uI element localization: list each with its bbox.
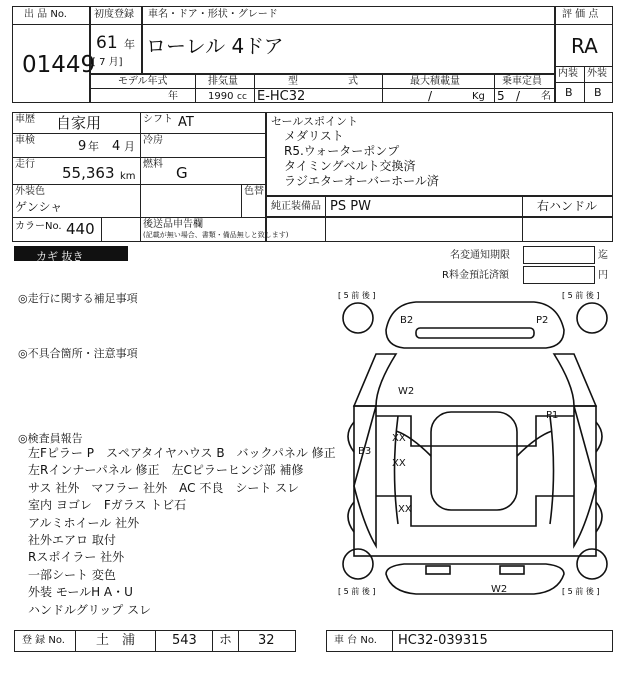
inspector-report	[28, 446, 336, 621]
damage-mark: P2	[536, 315, 549, 326]
front-grille	[416, 328, 534, 338]
overall-grade: RA	[571, 34, 598, 58]
arch-fr	[596, 422, 602, 452]
recycle-fee-unit: 円	[598, 270, 608, 281]
sales-point: ラジエターオーバーホール済	[284, 174, 439, 188]
steering-side: 右ハンドル	[537, 199, 598, 213]
report-line: サス 社外 マフラー 社外 AC 不良 シート スレ	[28, 480, 300, 495]
rear-bumper	[386, 564, 564, 594]
car-damage-diagram	[336, 286, 614, 606]
model-label-2: 式	[348, 76, 358, 87]
model-year-label: モデル年式	[118, 76, 168, 87]
reg-area: 土 浦	[96, 633, 136, 648]
right-side-outline	[554, 354, 596, 546]
mileage-label: 走行	[15, 159, 35, 170]
name-change-field	[523, 246, 595, 264]
body-color: ゲンシャ	[15, 200, 63, 214]
damage-mark: B2	[400, 315, 414, 326]
reg-kana: ホ	[219, 633, 233, 648]
shift-label: シフト	[143, 114, 173, 125]
exterior-grade: B	[594, 86, 602, 99]
cabin-roof	[431, 412, 517, 510]
capacity-label: 最大積載量	[410, 76, 460, 87]
displacement-unit: cc	[237, 92, 247, 102]
chassis-number: HC32-039315	[398, 633, 488, 648]
report-line: 左Rインナーパネル 修正 左Cピラーヒンジ部 補修	[28, 463, 304, 478]
lot-number: 01449	[22, 52, 96, 78]
mileage: 55,363	[62, 164, 115, 182]
report-line: 一部シート 変色	[28, 567, 116, 582]
shift: AT	[178, 115, 194, 130]
mileage-unit: km	[120, 171, 136, 182]
model-year-unit: 年	[168, 91, 178, 102]
docs-note: (記載が無い場合、書類・備品無しと致します)	[143, 231, 289, 239]
fuel: G	[176, 164, 188, 182]
rear-plate-left	[426, 566, 450, 574]
drive-notes-label: ◎走行に関する補足事項	[18, 292, 138, 305]
inspection-year: 9	[78, 139, 87, 154]
seats-slash: /	[516, 89, 521, 103]
fuel-label: 燃料	[143, 159, 163, 170]
rear-plate-right	[500, 566, 524, 574]
ac-label: 冷房	[143, 135, 163, 146]
arch-rl	[348, 502, 354, 532]
body-frame	[354, 406, 596, 556]
color-no: 440	[66, 220, 95, 238]
damage-mark: P1	[546, 410, 559, 421]
inspection-month: 4	[112, 139, 121, 154]
car-name: ローレル 4ドア	[146, 34, 284, 58]
interior-grade-label: 内装	[558, 68, 578, 79]
report-line: 社外エアロ 取付	[28, 532, 116, 547]
seats: 5	[497, 89, 505, 103]
recycle-fee-field	[523, 266, 595, 284]
registration-label: 初度登録	[94, 9, 134, 20]
tire-label-rear-right: [ 5 前 後 ]	[562, 587, 600, 596]
equipment-label: 純正装備品	[271, 201, 321, 212]
report-line: ハンドルグリップ スレ	[28, 602, 152, 617]
report-line: 室内 ヨゴレ Fガラス トビ石	[28, 498, 187, 513]
report-line: 左Fピラー P スペアタイヤハウス B バックパネル 修正	[28, 446, 336, 460]
capacity-slash: /	[428, 89, 433, 103]
capacity-unit: Kg	[472, 91, 485, 102]
lot-label: 出 品 No.	[24, 9, 67, 20]
docs-label: 後送品申告欄	[143, 219, 203, 230]
reg-class: 543	[172, 633, 197, 648]
sales-point: R5.ウォーターポンプ	[284, 144, 400, 158]
name-change-unit: 迄	[598, 250, 608, 261]
damage-mark: B3	[358, 446, 372, 457]
damage-mark: XX	[392, 433, 406, 444]
displacement-label: 排気量	[208, 76, 238, 87]
interior-grade: B	[565, 86, 573, 99]
chassis-label: 車 台 No.	[334, 635, 377, 646]
equipment-value: PS PW	[330, 199, 371, 214]
sales-points-label: セールスポイント	[271, 115, 359, 128]
usage: 自家用	[56, 114, 102, 132]
tire-rear-left	[343, 549, 373, 579]
arch-rr	[596, 502, 602, 532]
damage-mark: XX	[392, 458, 406, 469]
model-code: E-HC32	[257, 89, 306, 104]
registration-month: [ 7 月]	[92, 57, 123, 68]
damage-mark: W2	[398, 386, 415, 397]
defects-label: ◎不具合箇所・注意事項	[18, 347, 138, 360]
tire-rear-right	[577, 549, 607, 579]
sales-point: メダリスト	[284, 129, 344, 143]
usage-label: 車歴	[15, 114, 35, 125]
displacement: 1990	[208, 91, 234, 102]
damage-mark: XX	[398, 504, 412, 515]
report-line: Rスポイラー 社外	[28, 550, 125, 565]
tire-front-left	[343, 303, 373, 333]
tire-label-rear-left: [ 5 前 後 ]	[338, 587, 376, 596]
color-label: 外装色	[15, 186, 45, 197]
tire-label-front-left: [ 5 前 後 ]	[338, 291, 376, 300]
sales-point: タイミングベルト交換済	[284, 159, 416, 173]
car-name-label: 車名・ドア・形状・グレード	[148, 9, 278, 20]
equipment-blank-row	[266, 217, 613, 242]
exterior-grade-label: 外装	[587, 68, 607, 79]
reg-label: 登 録 No.	[22, 635, 65, 646]
seats-label: 乗車定員	[502, 76, 542, 87]
key-removed-badge: カギ 抜き	[14, 246, 128, 261]
seats-unit: 名	[541, 91, 551, 102]
tire-label-front-right: [ 5 前 後 ]	[562, 291, 600, 300]
tire-front-right	[577, 303, 607, 333]
registration-year-unit: 年	[124, 38, 135, 51]
reg-number: 32	[258, 633, 275, 648]
mirror-lines	[396, 431, 552, 456]
repaint-label: 色替	[244, 186, 264, 197]
color-no-label: カラーNo.	[15, 221, 62, 232]
damage-mark: W2	[491, 584, 508, 595]
inspection-label: 車検	[15, 135, 35, 146]
arch-fl	[348, 422, 354, 452]
grade-label: 評 価 点	[562, 9, 599, 20]
report-line: アルミホイール 社外	[28, 515, 140, 530]
inspection-month-unit: 月	[124, 140, 135, 153]
registration-year: 61	[96, 33, 118, 53]
model-label: 型	[288, 76, 298, 87]
inspection-year-unit: 年	[88, 140, 99, 153]
name-change-label: 名変通知期限	[450, 250, 510, 261]
recycle-fee-label: R料金預託済額	[442, 270, 509, 281]
report-line: 外装 モールH A・U	[28, 585, 133, 600]
inspector-report-label: ◎検査員報告	[18, 432, 83, 445]
